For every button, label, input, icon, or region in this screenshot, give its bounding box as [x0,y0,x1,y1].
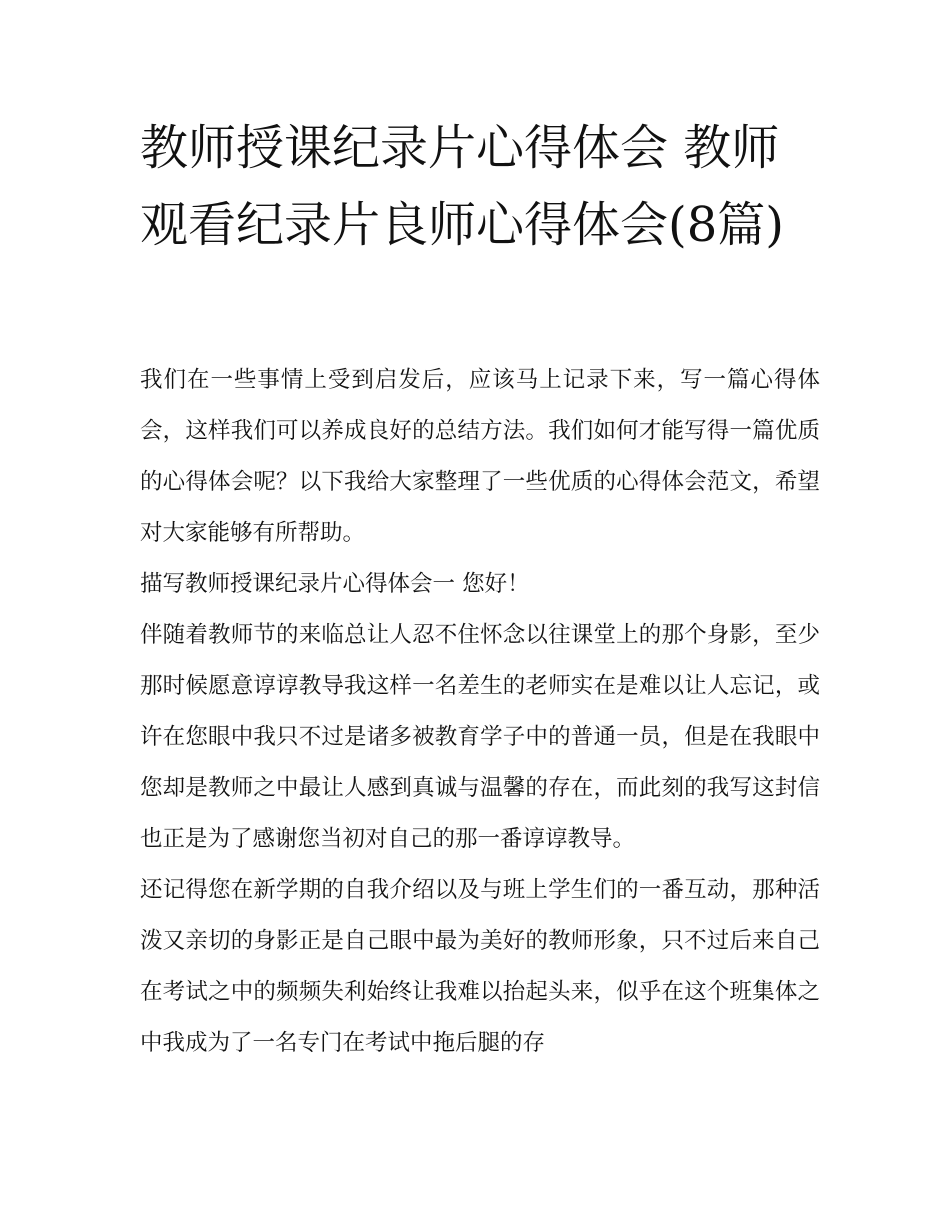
letter-paragraph-1: 伴随着教师节的来临总让人忍不住怀念以往课堂上的那个身影，至少那时候愿意谆谆教导我这样一名差生的老师实在是难以让人忘记，或许在您眼中我只不过是诸多被教育学子中的普通一员，但是在我眼中您却是教师之中最让人感到真诚与温馨的存在，而此刻的我写这封信也正是为了感谢您当初对自己的那一番谆谆教导。 [140,622,820,852]
letter-paragraph-2: 还记得您在新学期的自我介绍以及与班上学生们的一番互动，那种活泼又亲切的身影正是自己眼中最为美好的教师形象，只不过后来自己在考试之中的频频失利始终让我难以抬起头来，似乎在这个班集体之中我成为了一名专门在考试中拖后腿的存 [140,877,820,1056]
document-body [140,355,820,1069]
document-title: 教师授课纪录片心得体会 教师观看纪录片良师心得体会(8篇) [140,120,784,253]
section-heading-paragraph: 描写教师授课纪录片心得体会一 您好！ [140,571,530,597]
intro-paragraph: 我们在一些事情上受到启发后，应该马上记录下来，写一篇心得体会，这样我们可以养成良好的总结方法。我们如何才能写得一篇优质的心得体会呢？以下我给大家整理了一些优质的心得体会范文，希望对大家能够有所帮助。 [140,367,820,546]
